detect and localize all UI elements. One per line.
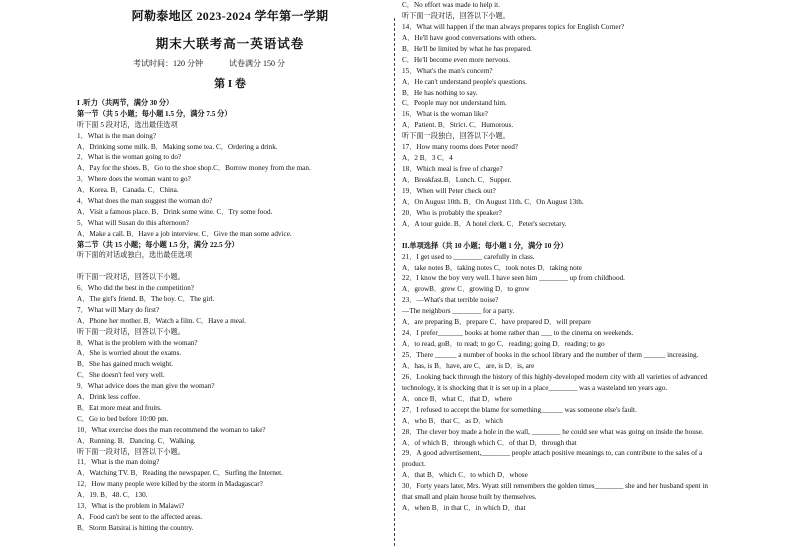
text-line: 7．What will Mary do first?: [77, 305, 160, 314]
exam-title-line2: 期末大联考高一英语试卷: [155, 37, 305, 51]
volume-heading: 第 I 卷: [214, 78, 246, 90]
text-line: II.单项选择（共 10 小题；每小题 1 分，满分 10 分）: [402, 241, 568, 250]
column-divider: [394, 18, 395, 546]
text-line: C．He'll become even more nervous.: [402, 55, 511, 64]
text-line: 30．Forty years later, Mrs. Wyatt still remembers the golden times________ she and her husband spent in: [402, 482, 708, 491]
text-line: 28．The clever boy made a hole in the wall, ________ he could see what was going on inside the house.: [402, 427, 704, 436]
text-line: A．19. B．48. C．130.: [77, 491, 148, 500]
text-line: 13．What is the problem in Malawi?: [77, 501, 185, 510]
text-line: 听下面一段对话，回答以下小题。: [77, 273, 185, 282]
text-line: 听下面 5 段对话，选出最佳选项: [77, 120, 178, 129]
text-line: A．On August 10th. B．On August 11th. C．On August 13th.: [402, 197, 584, 206]
exam-info: [77, 57, 383, 71]
text-line: 10．What exercise does the man recommend the woman to take?: [77, 425, 266, 434]
text-line: B．Storm Batsirai is hitting the country.: [77, 523, 194, 532]
text-line: C．People may not understand him.: [402, 99, 507, 108]
text-line: B．She has gained much weight.: [77, 360, 174, 369]
text-line: A．Breakfast.B．Lunch. C．Supper.: [402, 176, 512, 184]
text-line: C．She doesn't feel very well.: [77, 371, 165, 380]
text-line: 23．—What's that terrible noise?: [402, 296, 499, 305]
text-line: 26．Looking back through the history of this highly-developed modern city with all varieties of advanced: [402, 372, 708, 381]
text-line: C．Go to bed before 10:00 pm.: [77, 414, 169, 423]
text-line: 第一节（共 5 小题；每小题 1.5 分，满分 7.5 分）: [77, 109, 232, 118]
text-line: B．He has nothing to say.: [402, 88, 478, 97]
text-line: 6．Who did the best in the competition?: [77, 284, 194, 293]
text-line: 18．Which meal is free of charge?: [402, 165, 503, 174]
text-line: B．Eat more meat and fruits.: [77, 403, 162, 412]
text-line: 27．I refused to accept the blame for something______ was someone else's fault.: [402, 405, 637, 414]
exam-time: 考试时间：120 分钟: [133, 59, 203, 68]
text-line: 17．How many rooms does Peter need?: [402, 143, 518, 152]
text-line: A．who B．that C．as D．which: [402, 416, 503, 425]
text-line: 听下面的对话或独白，选出最佳选项: [77, 251, 193, 260]
left-question-list: [77, 98, 383, 534]
text-line: [77, 261, 383, 272]
text-line: 12．How many people were killed by the storm in Madagascar?: [77, 480, 263, 489]
text-line: 15．What's the man's concern?: [402, 66, 493, 75]
text-line: A．of which B．through which C．of that D．through that: [402, 438, 577, 447]
text-line: A．The girl's friend. B．The boy. C．The girl.: [77, 295, 215, 304]
text-line: 4．What does the man suggest the woman do?: [77, 197, 213, 206]
text-line: A．Drinking some milk. B．Making some tea. C．Ordering a drink.: [77, 142, 278, 151]
text-line: 第二节（共 15 小题；每小题 1.5 分，满分 22.5 分）: [77, 240, 239, 249]
text-line: A．Korea. B．Canada. C．China.: [77, 186, 179, 195]
text-line: 16．What is the woman like?: [402, 110, 488, 119]
text-line: 听下面一段独白，回答以下小题。: [402, 132, 510, 141]
text-line: 8．What is the problem with the woman?: [77, 338, 198, 347]
text-line: A．He can't understand people's questions.: [402, 77, 527, 86]
exam-title-line1: 阿勒泰地区 2023-2024 学年第一学期: [131, 9, 329, 23]
text-line: 1．What is the man doing?: [77, 131, 157, 140]
text-line: 3．Where does the woman want to go?: [77, 175, 191, 184]
text-line: technology, it is shocking that it is set up in a place________ was a wasteland ten years ago.: [402, 383, 668, 392]
text-line: product.: [402, 460, 426, 469]
text-line: A．A tour guide. B．A hotel clerk. C．Peter's secretary.: [402, 219, 567, 228]
text-line: 24．I prefer_______ books at home rather than ___ to the cinema on weekends.: [402, 329, 634, 338]
text-line: 19．When will Peter check out?: [402, 186, 496, 195]
text-line: B．He'll be limited by what he has prepared.: [402, 44, 532, 53]
text-line: A．has, is B．have, are C．are, is D．is, are: [402, 361, 535, 370]
full-score: 试卷满分 150 分: [229, 59, 285, 68]
right-question-list: [402, 0, 774, 514]
text-line: A．Watching TV. B．Reading the newspaper. C．Surfing the Internet.: [77, 469, 283, 478]
text-line: 29．A good advertisement,________ people attach positive meanings to, can contribute to the sales of a: [402, 449, 703, 458]
text-line: [402, 230, 774, 241]
text-line: A．to read, goB．to read; to go C．reading; going D．reading; to go: [402, 340, 605, 349]
text-line: A．Visit a famous place. B．Drink some wine. C．Try some food.: [77, 207, 273, 216]
text-line: that small and plain house built by themselves.: [402, 493, 537, 502]
text-line: A．Pay for the shoes. B．Go to the shoe shop.C．Borrow money from the man.: [77, 164, 311, 173]
text-line: 听下面一段对话，回答以下小题。: [77, 447, 185, 456]
text-line: 听下面一段对话，回答以下小题。: [402, 11, 510, 20]
text-line: A．Drink less coffee.: [77, 393, 141, 402]
text-line: A．that B．which C．to which D．whose: [402, 471, 528, 480]
text-line: 22．I know the boy very well. I have seen him ________ up from childhood.: [402, 274, 625, 283]
text-line: 25．There ______ a number of books in the school library and the number of them ______ increasing.: [402, 351, 699, 359]
right-column: [402, 0, 774, 514]
text-line: 5．What will Susan do this afternoon?: [77, 218, 189, 227]
text-line: A．are preparing B．prepare C．have prepared D．will prepare: [402, 318, 591, 327]
text-line: A．when B．in that C．in which D．that: [402, 504, 526, 513]
text-line: 14．What will happen if the man always prepares topics for English Corner?: [402, 22, 625, 31]
text-line: A．Phone her mother. B．Watch a film. C．Have a meal.: [77, 316, 246, 325]
text-line: I .听力（共两节，满分 30 分）: [77, 99, 174, 107]
text-line: A．Make a call. B．Have a job interview. C．Give the man some advice.: [77, 229, 292, 238]
text-line: A．Food can't be sent to the affected areas.: [77, 512, 203, 521]
text-line: 21．I get used to ________ carefully in class.: [402, 252, 535, 261]
text-line: A．She is worried about the exams.: [77, 349, 182, 358]
text-line: C．No effort was made to help it.: [402, 1, 500, 9]
text-line: 2．What is the woman going to do?: [77, 153, 182, 162]
text-line: A．once B．what C．that D．where: [402, 394, 512, 403]
text-line: A．2 B．3 C．4: [402, 154, 453, 163]
text-line: 9．What advice does the man give the woman?: [77, 382, 215, 391]
text-line: A．growB．grew C．growing D．to grow: [402, 285, 530, 294]
text-line: A．He'll have good conversations with others.: [402, 33, 537, 42]
text-line: A．take notes B．taking notes C．took notes D．taking note: [402, 263, 582, 272]
text-line: A．Running. B．Dancing. C．Walking.: [77, 436, 196, 445]
text-line: 20．Who is probably the speaker?: [402, 208, 502, 217]
text-line: 听下面一段对话，回答以下小题。: [77, 327, 185, 336]
text-line: —The neighbors ________ for a party.: [402, 307, 515, 316]
text-line: 11．What is the man doing?: [77, 458, 160, 467]
text-line: A．Patient. B．Strict. C．Humorous.: [402, 121, 514, 130]
left-column: [77, 0, 383, 534]
